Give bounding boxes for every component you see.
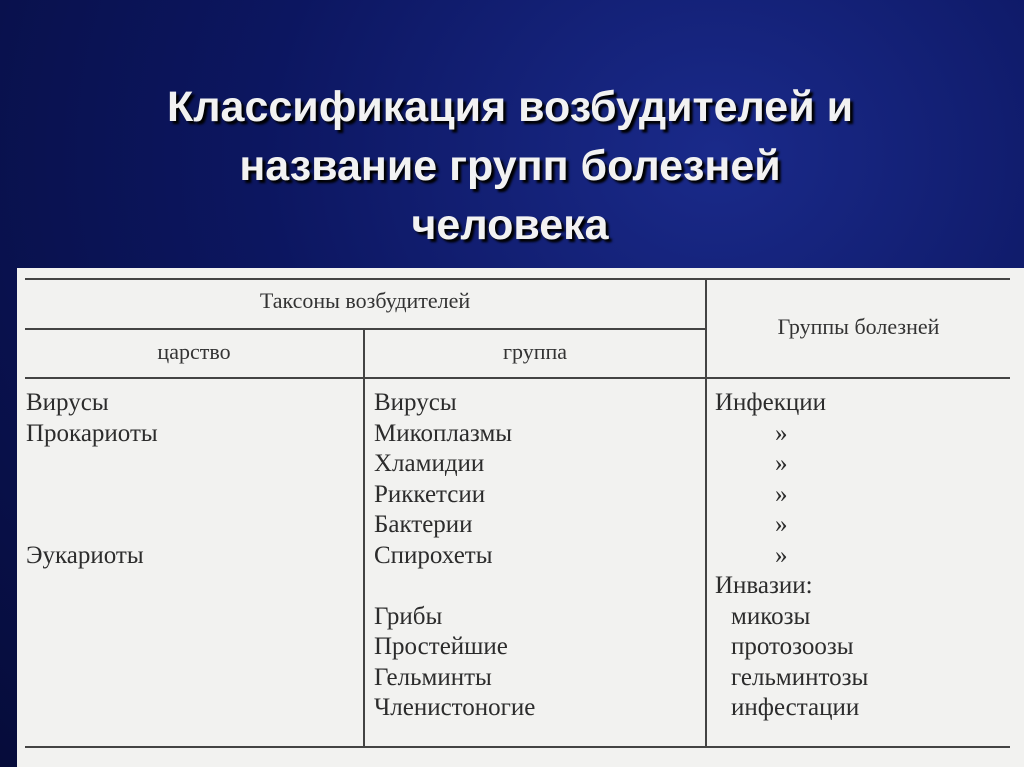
group-cell: Грибы [374,602,443,630]
title-line-1: Классификация возбудителей и [166,83,854,131]
kingdom-cell: Вирусы [26,389,109,416]
disease-cell: Инвазии: [715,572,813,599]
ditto-mark: » [775,419,788,447]
table-bottom-rule [25,746,1010,748]
taxa-header: Таксоны возбудителей [259,288,471,313]
diseases-column [715,388,868,724]
kingdom-header: царство [157,339,231,364]
kingdom-group-divider [363,328,365,746]
taxa-header-rule [25,328,705,330]
disease-subtype: микозы [731,602,811,630]
slide-title [60,78,960,255]
title-line-2: название групп болезней [239,142,781,190]
group-disease-divider [705,278,707,746]
classification-table [17,268,1024,767]
group-cell: Микоплазмы [374,419,513,447]
disease-subtype: инфестации [731,694,860,721]
group-cell: Хламидии [374,450,485,477]
group-cell: Бактерии [374,511,473,538]
disease-subtype: протозоозы [731,633,854,660]
ditto-mark: » [775,541,788,569]
group-cell: Спирохеты [374,541,493,569]
kingdom-cell: Эукариоты [26,541,144,569]
ditto-mark: » [775,480,788,508]
ditto-mark: » [775,450,788,477]
kingdom-cell: Прокариоты [26,419,158,447]
group-cell: Вирусы [374,389,457,416]
group-cell: Членистоногие [374,694,536,721]
ditto-mark: » [775,511,788,538]
disease-cell: Инфекции [715,389,827,416]
group-cell: Риккетсии [374,480,486,508]
group-cell: Гельминты [374,663,492,691]
title-line-3: человека [411,201,609,249]
diseases-header: Группы болезней [777,314,940,339]
header-bottom-rule [25,377,1010,379]
group-header: группа [502,339,568,364]
group-cell: Простейшие [374,633,508,660]
table-top-rule [25,278,1010,280]
disease-subtype: гельминтозы [731,663,869,691]
group-column [374,388,535,724]
kingdom-column [26,388,158,571]
